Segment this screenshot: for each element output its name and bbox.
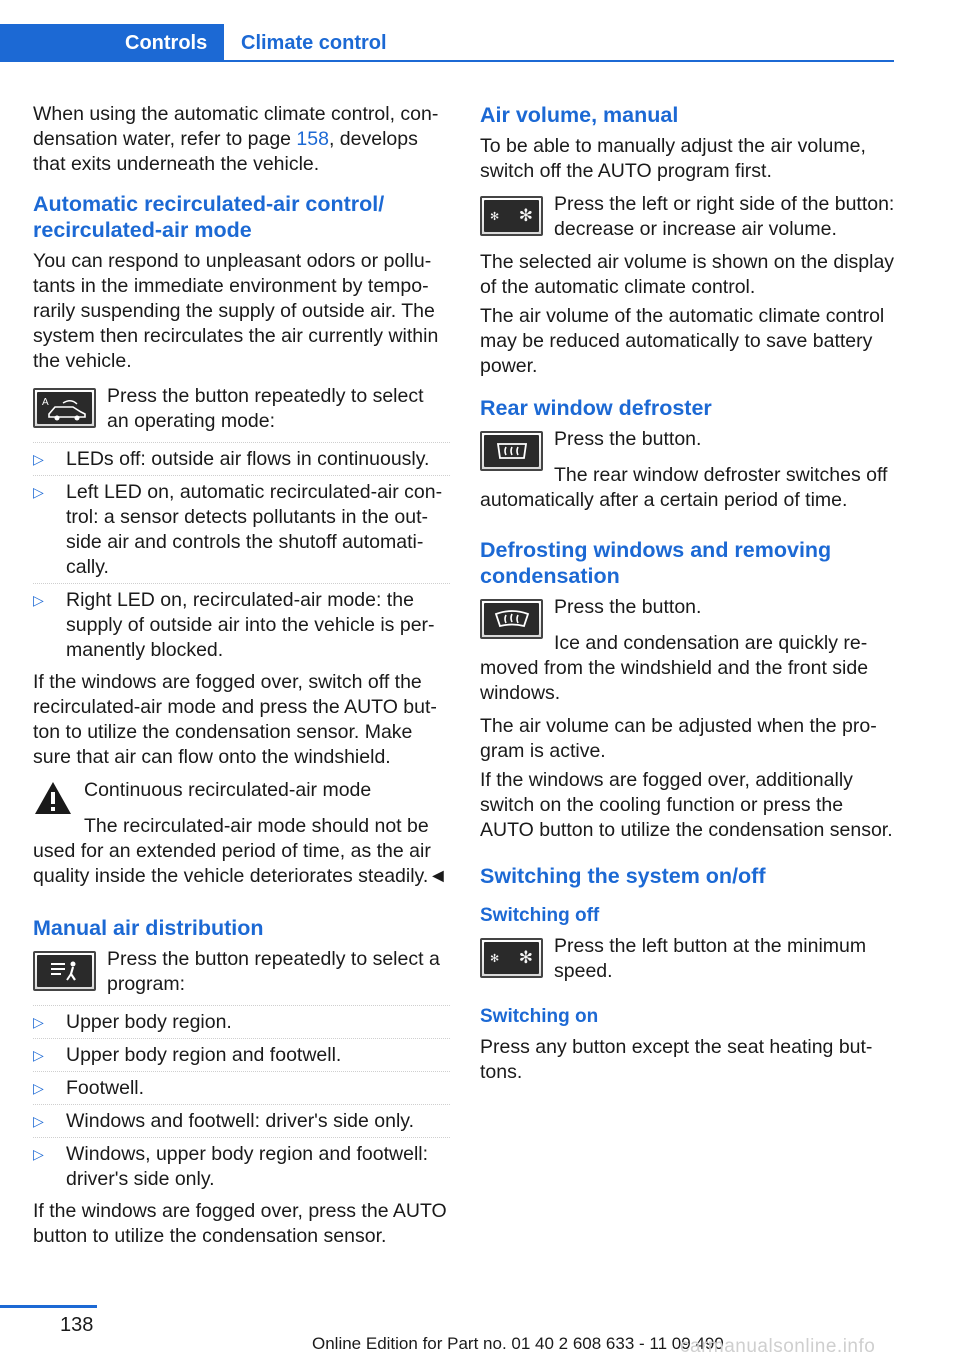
fan-volume-button-icon — [480, 938, 543, 978]
bullet-triangle-icon: ▷ — [33, 1080, 44, 1096]
heading-switching-on: Switching on — [480, 1006, 599, 1027]
intro-paragraph: When using the automatic climate control, con-densation water, refer to page 158, develops that exits underneath the vehicle. — [33, 103, 439, 175]
distribution-button-text: Press the button repeatedly to select a program: — [107, 948, 440, 995]
bullet-triangle-icon: ▷ — [33, 1047, 44, 1063]
air-paragraph: To be able to manually adjust the air volume, switch off the AUTO program first. — [480, 135, 866, 182]
heading-rear-defroster: Rear window defroster — [480, 396, 712, 420]
recirc-button-row — [33, 384, 450, 434]
warning-body: The recirculated-air mode should not be used for an extended period of time, as the air quality inside the vehicle deteriorates steadily.◄ — [33, 815, 448, 887]
list-item: ▷ Windows and footwell: driver's side only. — [33, 1104, 450, 1137]
page-header — [0, 24, 894, 62]
svg-text:A: A — [41, 397, 49, 408]
air-paragraph-2: The selected air volume is shown on the display of the automatic climate control. — [480, 251, 895, 298]
fogged-paragraph: If the windows are fogged over, switch off the recirculated-air mode and press the AUTO but-ton to utilize the condensation sensor. Make sure that air can flow onto the windshield. — [33, 671, 437, 768]
fan-small-icon: ✻ — [490, 210, 500, 223]
list-item: ▷ Windows, upper body region and footwell: driver's side only. — [33, 1137, 450, 1195]
distribution-program-list — [33, 1005, 450, 1195]
watermark-text: carmanualsonline.info — [680, 1336, 876, 1357]
right-column — [480, 102, 898, 1089]
header-rule — [0, 60, 894, 62]
heading-manual-distribution: Manual air distribution — [33, 916, 264, 940]
switch-off-text: Press the left button at the minimum speed. — [554, 935, 867, 982]
air-paragraph-3: The air volume of the automatic climate control may be reduced automatically to save battery power. — [480, 305, 885, 377]
bullet-triangle-icon: ▷ — [33, 484, 44, 500]
front-defrost-text-1: Press the button. — [554, 596, 702, 618]
edition-text: Online Edition for Part no. 01 40 2 608 633 - 11 09 490 — [312, 1334, 724, 1353]
list-item: ▷ Right LED on, recirculated-air mode: the supply of outside air into the vehicle is per-manently blocked. — [33, 583, 450, 666]
bullet-triangle-icon: ▷ — [33, 1113, 44, 1129]
warning-triangle-icon — [33, 780, 73, 816]
bullet-triangle-icon: ▷ — [33, 1146, 44, 1162]
left-column — [33, 102, 450, 1253]
tab-controls: Controls — [0, 24, 224, 62]
tab-climate-control: Climate control — [241, 32, 387, 54]
windshield-defrost-button-icon — [480, 599, 543, 639]
fan-large-icon: ✻ — [518, 948, 533, 967]
defrost-paragraph-1: The air volume can be adjusted when the pro-gram is active. — [480, 715, 877, 762]
rear-defrost-text-2: The rear window defroster switches off automatically after a certain period of time. — [480, 464, 888, 511]
bullet-triangle-icon: ▷ — [33, 451, 44, 467]
heading-recirculated-air: Automatic recirculated-air control/ recirculated-air mode — [33, 192, 385, 242]
bullet-triangle-icon: ▷ — [33, 592, 44, 608]
warning-title: Continuous recirculated-air mode — [84, 779, 372, 801]
manual-paragraph: If the windows are fogged over, press the AUTO button to utilize the condensation sensor. — [33, 1200, 447, 1247]
switch-on-paragraph: Press any button except the seat heating but-tons. — [480, 1036, 873, 1083]
distribution-button-row — [33, 947, 450, 997]
heading-switching-off: Switching off — [480, 905, 600, 926]
recirculated-air-button-icon — [33, 388, 96, 428]
fan-large-icon: ✻ — [518, 206, 533, 225]
heading-switching-system: Switching the system on/off — [480, 864, 766, 888]
fan-volume-button-icon — [480, 196, 543, 236]
front-defrost-text-2: Ice and condensation are quickly re-moved from the windshield and the front side windows. — [480, 632, 869, 704]
fan-button-row — [480, 192, 898, 242]
fan-small-icon: ✻ — [490, 952, 500, 965]
page-link-158[interactable]: 158 — [296, 128, 329, 150]
rear-window-defroster-button-icon — [480, 431, 543, 471]
list-item: ▷ Upper body region and footwell. — [33, 1038, 450, 1071]
heading-air-volume: Air volume, manual — [480, 103, 679, 127]
heading-defrost-windows: Defrosting windows and removing condensation — [480, 538, 832, 588]
rear-defrost-text-1: Press the button. — [554, 428, 702, 450]
recirc-paragraph: You can respond to unpleasant odors or pollu-tants in the immediate environment by tempo-rarily suspending the supply of outside air. The system then recirculates the air currently within the vehicle. — [33, 250, 439, 372]
air-distribution-button-icon — [33, 951, 96, 991]
list-item: ▷ Upper body region. — [33, 1005, 450, 1038]
switch-off-button-row — [480, 934, 898, 984]
footer-rule — [0, 1305, 97, 1308]
recirc-button-text: Press the button repeatedly to select an operating mode: — [107, 385, 424, 432]
warning-block — [33, 778, 450, 816]
fan-button-text: Press the left or right side of the button: decrease or increase air volume. — [554, 193, 895, 240]
list-item: ▷ LEDs off: outside air flows in continuously. — [33, 442, 450, 475]
list-item: ▷ Footwell. — [33, 1071, 450, 1104]
list-item: ▷ Left LED on, automatic recirculated-air con-trol: a sensor detects pollutants in the out-side air and controls the shutoff automati-cally. — [33, 475, 450, 583]
bullet-triangle-icon: ▷ — [33, 1014, 44, 1030]
recirc-mode-list — [33, 442, 450, 666]
defrost-paragraph-2: If the windows are fogged over, additionally switch on the cooling function or press the AUTO button to utilize the condensation sensor. — [480, 769, 893, 841]
page-number: 138 — [60, 1314, 94, 1336]
